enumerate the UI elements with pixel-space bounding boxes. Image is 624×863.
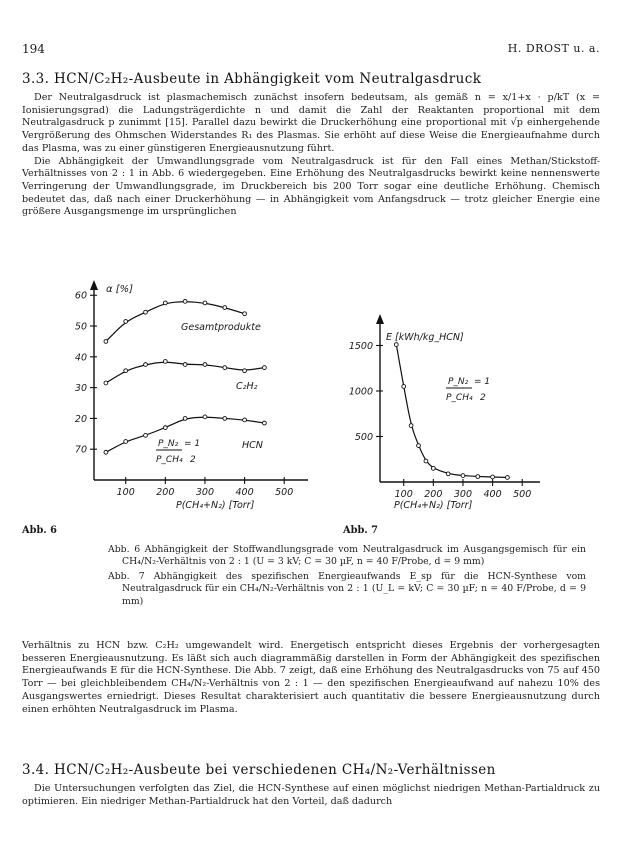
- fig6-data-point: [223, 366, 227, 370]
- fig7-data-point: [402, 385, 406, 389]
- fig7-x-axis-label: P(CH₄+N₂) [Torr]: [394, 500, 473, 511]
- section-heading-3-4: 3.4. HCN/C₂H₂-Ausbeute bei verschiedenen CH₄/N₂-Verhältnissen: [22, 762, 496, 778]
- fig6-data-point: [124, 440, 128, 444]
- fig6-y-axis-label: α [%]: [106, 284, 134, 295]
- fig6-data-point: [243, 418, 247, 422]
- fig6-x-tick-label: 500: [275, 487, 294, 498]
- fig6-data-point: [203, 415, 207, 419]
- fig7-x-tick-label: 500: [513, 489, 532, 500]
- fig7-ratio-annotation: [446, 377, 490, 403]
- section-3-3-body: [22, 92, 600, 219]
- fig7-x-tick-label: 300: [453, 489, 473, 500]
- figure-6-label: Abb. 6: [22, 525, 57, 536]
- figure-7-label: Abb. 7: [343, 525, 378, 536]
- fig7-data-point: [431, 466, 435, 470]
- fig7-ratio-numerator: P_N₂: [448, 377, 469, 387]
- fig7-data-point: [491, 475, 495, 479]
- page-number: 194: [22, 42, 45, 56]
- figure-7-chart: [330, 306, 570, 518]
- fig7-ratio-equals: = 1: [474, 377, 491, 387]
- fig6-data-point: [203, 301, 207, 305]
- fig6-label-gesamtprodukte: Gesamtprodukte: [181, 322, 261, 333]
- fig7-data-point: [506, 476, 510, 480]
- fig6-x-tick-label: 300: [195, 487, 215, 498]
- fig7-data-point: [476, 475, 480, 479]
- fig6-ratio-annotation: [156, 439, 200, 465]
- fig7-data-point: [409, 424, 413, 428]
- fig7-y-axis-label: E [kWh/kg_HCN]: [386, 332, 464, 343]
- fig6-ratio-numerator: P_N₂: [158, 439, 179, 449]
- section-heading-3-3: 3.3. HCN/C₂H₂-Ausbeute in Abhängigkeit vom Neutralgasdruck: [22, 71, 482, 87]
- fig7-y-ticks: [349, 341, 383, 443]
- caption-abb-7: Abb. 7 Abhängigkeit des spezifischen Energieaufwands E_sp für die HCN-Synthese vom Neutralgasdruck für ein CH₄/N₂-Verhältnis von 2 : 1 (U_L = kV; C = 30 µF; n = 40 F/Probe, d = 9 mm): [108, 570, 586, 607]
- fig6-data-point: [144, 363, 148, 367]
- page-header: [22, 42, 600, 58]
- fig6-data-point: [183, 299, 187, 303]
- fig7-data-point: [424, 459, 428, 463]
- figure-6-chart: [50, 276, 322, 516]
- fig7-data-point: [417, 444, 421, 448]
- fig6-ratio-two: 2: [190, 455, 196, 465]
- fig7-x-tick-label: 200: [424, 489, 443, 500]
- fig7-data-point: [461, 474, 465, 478]
- fig6-y-tick-label: 30: [74, 383, 87, 395]
- fig6-data-point: [144, 433, 148, 437]
- running-authors: H. DROST u. a.: [507, 42, 600, 55]
- fig6-x-tick-label: 100: [116, 487, 135, 498]
- fig6-x-tick-label: 400: [235, 487, 254, 498]
- fig6-data-point: [223, 417, 227, 421]
- fig6-y-tick-label: 20: [74, 413, 87, 425]
- fig6-axes: [90, 280, 308, 480]
- continuation-body: [22, 640, 600, 716]
- fig6-data-point: [124, 320, 128, 324]
- fig6-data-point: [124, 369, 128, 373]
- fig7-x-tick-label: 100: [394, 489, 413, 500]
- fig7-data-point: [446, 472, 450, 476]
- fig6-y-tick-label: 40: [74, 352, 87, 364]
- fig6-x-tick-label: 200: [156, 487, 175, 498]
- fig7-data-point: [394, 343, 398, 347]
- fig6-label-c2h2: C₂H₂: [236, 381, 258, 392]
- fig6-y-tick-label: 50: [74, 321, 87, 333]
- section-3-4-body: [22, 783, 600, 808]
- fig6-ratio-denominator: P_CH₄: [156, 455, 183, 465]
- fig6-data-point: [263, 366, 267, 370]
- fig6-data-point: [163, 426, 167, 430]
- fig6-data-point: [263, 421, 267, 425]
- fig7-series-line-0: [396, 345, 507, 478]
- fig6-data-point: [203, 363, 207, 367]
- fig6-data-point: [223, 306, 227, 310]
- paragraph-3: Verhältnis zu HCN bzw. C₂H₂ umgewandelt wird. Energetisch entspricht dieses Ergebnis der vorhergesagten besseren Energieausnutzung. Es läßt sich auch diagrammäßig darstellen in Form der Abhängigkeit des spezifischen Energieaufwands E für die HCN-Synthese. Die Abb. 7 zeigt, daß eine Erhöhung des Neutralgasdrucks von 75 auf 450 Torr — bei gleichbleibendem CH₄/N₂-Verhältnis von 2 : 1 — den spezifischen Energieaufwand auf nahezu 10% des Ausgangswertes erniedrigt. Dieses Resultat charakterisiert auch quantitativ die bessere Energieausnutzung durch einen erhöhten Neutralgasdruck im Plasma.: [22, 640, 600, 715]
- fig6-label-hcn: HCN: [242, 440, 263, 451]
- fig6-data-point: [243, 369, 247, 373]
- fig7-x-tick-label: 400: [483, 489, 502, 500]
- fig6-ratio-equals: = 1: [184, 439, 201, 449]
- fig6-data-point: [104, 381, 108, 385]
- fig6-y-tick-label: 60: [74, 290, 87, 302]
- paragraph-1: Der Neutralgasdruck ist plasmachemisch zunächst insofern bedeutsam, als gemäß n = x/1+x · p/kT (x = Ionisierungsgrad) die Ladungsträgerdichte n und damit die Zahl der Reaktanten proportional mit dem Neutralgasdruck p zunimmt [15]. Parallel dazu bewirkt die Druckerhöhung eine proportional mit √p einhergehende Vergrößerung des Ohmschen Widerstandes R₁ des Plasmas. Sie erhöht auf diese Weise die Energieaufnahme durch das Plasma, was zu einer günstigeren Energieausnutzung führt.: [22, 92, 600, 154]
- fig6-x-axis-label: P(CH₄+N₂) [Torr]: [176, 500, 255, 511]
- fig7-ratio-two: 2: [480, 393, 486, 403]
- fig6-data-point: [183, 417, 187, 421]
- fig6-data-point: [163, 301, 167, 305]
- caption-abb-6: Abb. 6 Abhängigkeit der Stoffwandlungsgrade vom Neutralgasdruck im Ausgangsgemisch für ein CH₄/N₂-Verhältnis von 2 : 1 (U = 3 kV; C = 30 µF, n = 40 F/Probe, d = 9 mm): [108, 544, 586, 568]
- fig6-y-tick-label: 70: [74, 444, 87, 456]
- fig7-series-group: [394, 343, 509, 480]
- paragraph-2: Die Abhängigkeit der Umwandlungsgrade vom Neutralgasdruck ist für den Fall eines Methan/Stickstoff-Verhältnisses von 2 : 1 in Abb. 6 wiedergegeben. Eine Erhöhung des Neutralgasdrucks bewirkt keine nennenswerte Verringerung der Umwandlungsgrade, im Druckbereich bis 200 Torr sogar eine deutliche Erhöhung. Chemisch bedeutet das, daß nach einer Druckerhöhung — in Abhängigkeit vom Anfangsdruck — trotz gleicher Energie eine größere Ausgangsmenge im ursprünglichen: [22, 155, 600, 218]
- fig7-y-tick-label: 1000: [348, 386, 373, 398]
- fig6-data-point: [163, 360, 167, 364]
- fig6-data-point: [104, 340, 108, 344]
- fig6-data-point: [183, 363, 187, 367]
- figure-captions: [108, 544, 586, 610]
- paragraph-4: Die Untersuchungen verfolgten das Ziel, die HCN-Synthese auf einen möglichst niedrigen Methan-Partialdruck zu optimieren. Ein niedriger Methan-Partialdruck hat den Vorteil, daß dadurch: [22, 783, 600, 807]
- fig7-y-tick-label: 500: [354, 431, 373, 443]
- fig7-ratio-denominator: P_CH₄: [446, 393, 473, 403]
- fig6-data-point: [104, 450, 108, 454]
- fig7-y-tick-label: 1500: [348, 340, 373, 352]
- fig6-data-point: [243, 312, 247, 316]
- fig6-data-point: [144, 310, 148, 314]
